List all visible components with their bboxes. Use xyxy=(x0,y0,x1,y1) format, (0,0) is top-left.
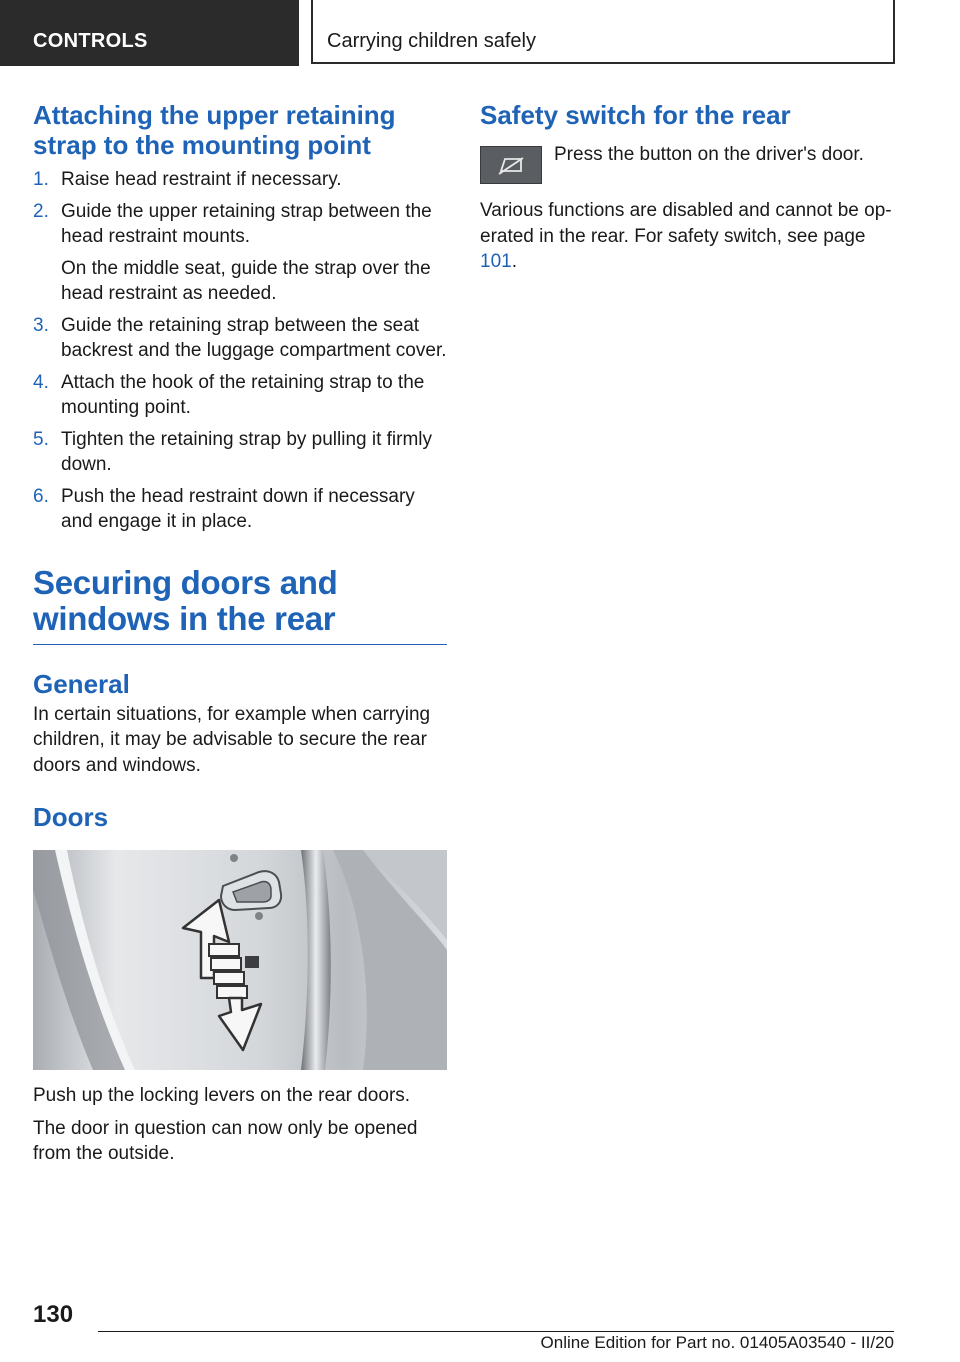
step-item xyxy=(33,313,447,364)
right-column xyxy=(480,100,894,275)
safety-heading: Safety switch for the rear xyxy=(480,100,791,130)
step-item xyxy=(33,427,447,478)
step-text: Guide the retaining strap between the seat backrest and the luggage compartment cover. xyxy=(61,314,447,361)
step-text: Push the head restraint down if necessary and engage it in place. xyxy=(61,485,415,532)
step-number: 6. xyxy=(33,485,49,507)
step-item xyxy=(33,199,447,307)
step-number: 1. xyxy=(33,169,49,190)
attach-heading xyxy=(33,100,447,160)
safety-button-row xyxy=(480,142,894,192)
attach-heading-line1: Attaching the upper retaining xyxy=(33,100,396,130)
step-number: 3. xyxy=(33,314,49,336)
header-chapter-box xyxy=(311,0,895,64)
step-item xyxy=(33,167,447,193)
general-heading: General xyxy=(33,668,130,699)
page-reference-link[interactable]: 101 xyxy=(480,251,512,272)
securing-heading-line2: windows in the rear xyxy=(33,599,336,637)
safety-paragraph-text: Various functions are disabled and cannot be op-erated in the rear. For safety switch, see page xyxy=(480,200,892,247)
step-text: Guide the upper retaining strap between the head restraint mounts. xyxy=(61,200,432,247)
attach-steps-list xyxy=(33,167,447,535)
doors-caption-1: Push up the locking levers on the rear doors. xyxy=(33,1085,411,1106)
doors-caption-2: The door in question can now only be opened from the outside. xyxy=(33,1117,418,1164)
step-subtext: On the middle seat, guide the strap over the head restraint as needed. xyxy=(61,257,431,304)
doors-heading: Doors xyxy=(33,802,109,832)
header-section-label: CONTROLS xyxy=(33,30,148,52)
step-text: Raise head restraint if necessary. xyxy=(61,169,342,190)
step-item xyxy=(33,370,447,421)
door-lock-illustration xyxy=(33,850,447,1070)
step-number: 2. xyxy=(33,200,49,222)
window-lock-icon xyxy=(481,147,541,183)
door-lock-drawing xyxy=(33,850,447,1070)
window-lock-button-icon xyxy=(480,146,542,184)
left-column xyxy=(33,100,447,1167)
safety-paragraph xyxy=(480,198,894,275)
edition-note: Online Edition for Part no. 01405A03540 - II/20 xyxy=(540,1333,894,1352)
safety-button-text: Press the button on the driver's door. xyxy=(554,144,864,165)
page-number: 130 xyxy=(33,1301,74,1328)
step-number: 5. xyxy=(33,428,49,450)
step-item xyxy=(33,484,447,535)
header-chapter-label: Carrying children safely xyxy=(327,30,536,52)
securing-heading-line1: Securing doors and xyxy=(33,563,338,601)
step-text: Attach the hook of the retaining strap to the mounting point. xyxy=(61,371,425,418)
attach-heading-line2: strap to the mounting point xyxy=(33,130,371,160)
header-section-tab xyxy=(0,0,299,66)
safety-paragraph-end: . xyxy=(511,251,517,272)
section-divider xyxy=(33,644,447,645)
step-number: 4. xyxy=(33,371,49,393)
step-text: Tighten the retaining strap by pulling it firmly down. xyxy=(61,428,433,475)
securing-heading xyxy=(33,565,447,637)
general-paragraph: In certain situations, for example when carrying children, it may be advisable to secure the rear doors and windows. xyxy=(33,703,431,776)
footer-divider xyxy=(98,1331,894,1332)
